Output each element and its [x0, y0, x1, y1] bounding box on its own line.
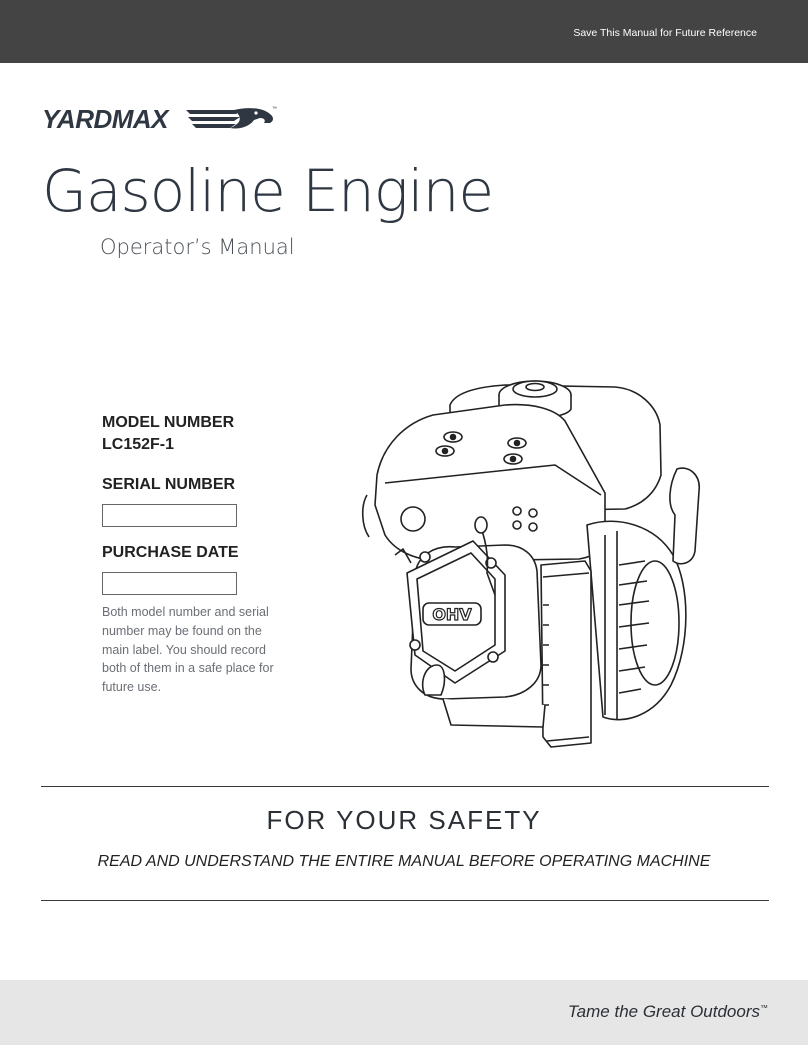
purchase-date-label: PURCHASE DATE — [102, 544, 239, 561]
footer-tagline — [568, 1002, 768, 1022]
eagle-head-icon — [184, 104, 279, 136]
divider-bottom — [41, 900, 769, 901]
save-manual-notice: Save This Manual for Future Reference — [573, 27, 757, 39]
safety-warning: READ AND UNDERSTAND THE ENTIRE MANUAL BEFORE OPERATING MACHINE — [97, 853, 711, 870]
safety-heading: FOR YOUR SAFETY — [266, 805, 542, 835]
tagline-trademark: ™ — [760, 1003, 768, 1013]
page-subtitle: Operator’s Manual — [100, 235, 295, 259]
serial-number-label: SERIAL NUMBER — [102, 476, 236, 493]
record-numbers-note: Both model number and serial number may be found on the main label. You should record both of them in a safe place for future use. — [102, 605, 274, 695]
model-number-label: MODEL NUMBER — [102, 414, 235, 431]
engine-illustration — [355, 365, 705, 755]
ohv-badge: OHV — [432, 605, 472, 624]
tagline-text: Tame the Great Outdoors — [567, 1002, 760, 1021]
brand-name: YARDMAX — [42, 104, 169, 134]
serial-number-field[interactable] — [102, 504, 237, 527]
model-number-value: LC152F-1 — [102, 436, 175, 453]
top-bar — [0, 0, 808, 63]
page-title: Gasoline Engine — [42, 157, 494, 225]
purchase-date-field[interactable] — [102, 572, 237, 595]
divider-top — [41, 786, 769, 787]
logo-trademark: ™ — [272, 106, 277, 112]
